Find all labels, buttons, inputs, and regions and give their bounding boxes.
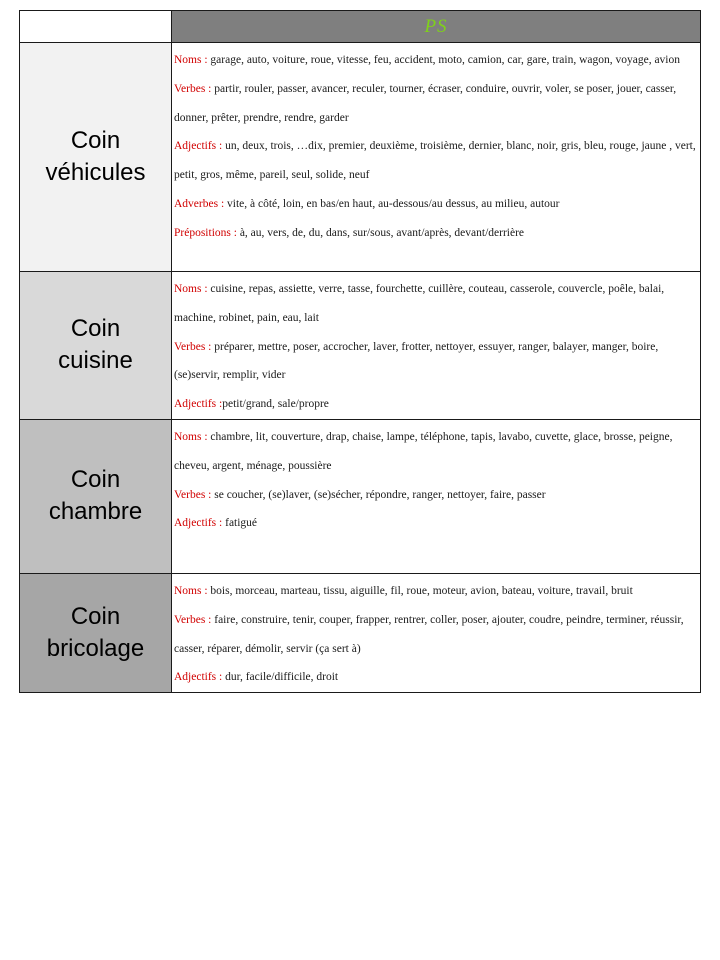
word-list: à, au, vers, de, du, dans, sur/sous, avant/après, devant/derrière <box>236 226 525 239</box>
vocabulary-cell-cuisine <box>172 272 701 420</box>
ps-label: PS <box>424 15 448 37</box>
word-list: fatigué <box>222 517 258 530</box>
word-list: partir, rouler, passer, avancer, reculer, tourner, écraser, conduire, ouvrir, voler, se poser, jouer, casser, donner, prêter, prendre, rendre, garder <box>174 82 677 124</box>
vocab-entry <box>174 75 696 133</box>
vocab-entry <box>174 481 696 510</box>
category-label: Noms : <box>174 54 208 66</box>
vocabulary-table <box>19 10 701 693</box>
header-ps-cell <box>172 11 701 43</box>
table-row-cuisine <box>20 272 701 420</box>
vocab-entry <box>174 219 696 248</box>
category-label: Noms : <box>174 283 208 295</box>
vocab-entry <box>174 577 696 606</box>
word-list: un, deux, trois, …dix, premier, deuxième, troisième, dernier, blanc, noir, gris, bleu, rouge, jaune , vert, petit, gros, même, pareil, seul, solide, neuf <box>174 140 696 182</box>
table-row-bricolage <box>20 573 701 692</box>
corner-title-line: véhicules <box>45 159 146 186</box>
header-corner-cell <box>20 11 172 43</box>
vocab-entry <box>174 46 696 75</box>
vocab-entry <box>174 390 696 419</box>
corner-cell-vehicules <box>20 43 172 272</box>
vocab-entry <box>174 606 696 664</box>
vocab-entry <box>174 275 696 333</box>
vocab-entry <box>174 132 696 190</box>
category-label: Adjectifs : <box>174 517 223 530</box>
word-list: chambre, lit, couverture, drap, chaise, lampe, téléphone, tapis, lavabo, cuvette, glace, brosse, peigne, cheveu, argent, ménage, poussière <box>174 430 673 472</box>
category-label: Noms : <box>174 430 208 443</box>
corner-cell-bricolage <box>20 573 172 692</box>
word-list: petit/grand, sale/propre <box>222 398 329 411</box>
word-list: faire, construire, tenir, couper, frapper, rentrer, coller, poser, ajouter, coudre, peindre, terminer, réussir, casser, réparer, démolir, servir (ça sert à) <box>174 613 684 655</box>
word-list: se coucher, (se)laver, (se)sécher, répondre, ranger, nettoyer, faire, passer <box>211 488 546 501</box>
category-label: Adverbes : <box>174 197 225 210</box>
corner-title-line: Coin <box>70 466 121 494</box>
vocab-entry <box>174 333 696 391</box>
corner-cell-chambre <box>20 419 172 573</box>
table-row-chambre <box>20 419 701 573</box>
corner-cell-cuisine <box>20 272 172 420</box>
word-list: bois, morceau, marteau, tissu, aiguille, fil, roue, moteur, avion, bateau, voiture, travail, bruit <box>207 584 633 597</box>
vocab-entry <box>174 190 696 219</box>
corner-title-line: Coin <box>70 315 121 343</box>
word-list: dur, facile/difficile, droit <box>222 671 339 684</box>
category-label: Adjectifs : <box>174 398 223 411</box>
category-label: Verbes : <box>174 340 212 353</box>
corner-title-line: Coin <box>70 127 121 154</box>
word-list: garage, auto, voiture, roue, vitesse, feu, accident, moto, camion, car, gare, train, wagon, voyage, avion <box>207 54 681 66</box>
header-row <box>20 11 701 43</box>
vocabulary-cell-chambre <box>172 419 701 573</box>
table-row-vehicules <box>20 43 701 272</box>
word-list: cuisine, repas, assiette, verre, tasse, fourchette, cuillère, couteau, casserole, couvercle, poêle, balai, machine, robinet, pain, eau, lait <box>174 283 665 324</box>
word-list: vite, à côté, loin, en bas/en haut, au-dessous/au dessus, au milieu, autour <box>224 197 560 210</box>
vocab-entry <box>174 663 696 692</box>
vocab-entry <box>174 509 696 538</box>
category-label: Verbes : <box>174 488 212 501</box>
vocabulary-cell-vehicules <box>172 43 701 272</box>
word-list: préparer, mettre, poser, accrocher, laver, frotter, nettoyer, essuyer, ranger, balayer, manger, boire, (se)servir, remplir, vider <box>174 340 659 382</box>
corner-title-line: cuisine <box>58 347 133 375</box>
category-label: Adjectifs : <box>174 671 223 684</box>
vocab-entry <box>174 423 696 481</box>
category-label: Adjectifs : <box>174 140 223 153</box>
vocabulary-cell-bricolage <box>172 573 701 692</box>
corner-title-line: chambre <box>48 498 143 526</box>
category-label: Noms : <box>174 584 208 597</box>
category-label: Prépositions : <box>174 226 237 239</box>
corner-title-line: Coin <box>70 603 121 631</box>
category-label: Verbes : <box>174 613 212 626</box>
category-label: Verbes : <box>174 82 212 95</box>
corner-title-line: bricolage <box>46 635 145 663</box>
